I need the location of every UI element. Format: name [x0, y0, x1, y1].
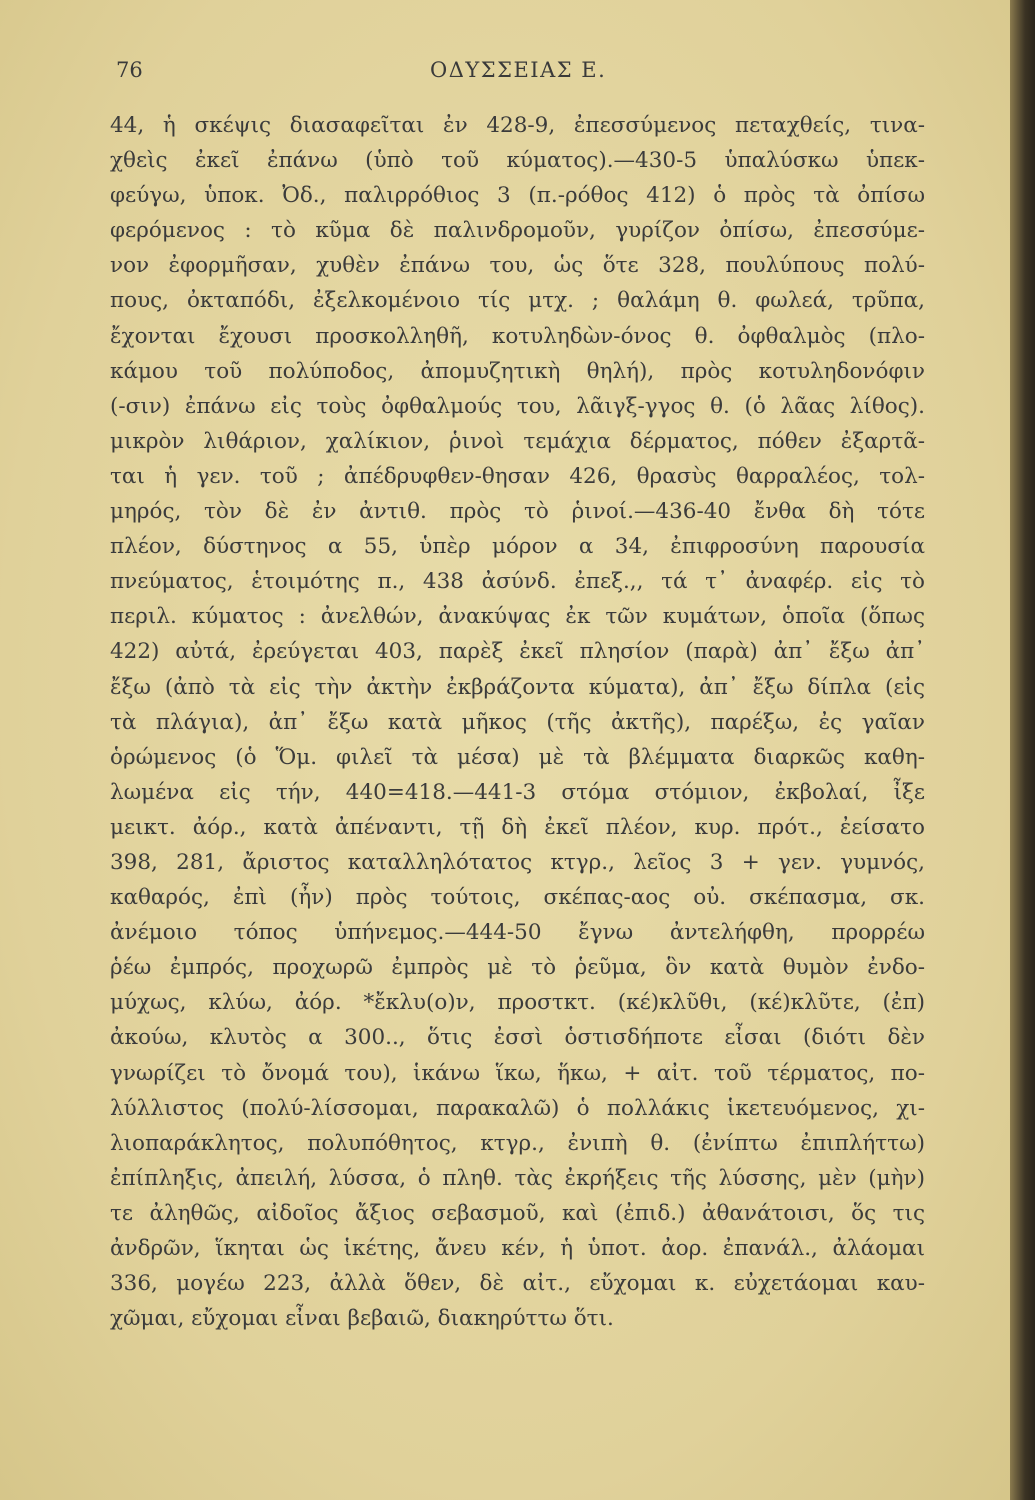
text-line: ἐπίπληξις, ἀπειλή, λύσσα, ὁ πληθ. τὰς ἐκρήξεις τῆς λύσσης, μὲν (μὴν): [110, 1165, 925, 1191]
text-line: περιλ. κύματος : ἀνελθών, ἀνακύψας ἐκ τῶν κυμάτων, ὁποῖα (ὅπως: [110, 604, 925, 630]
text-line: 44, ἡ σκέψις διασαφεῖται ἐν 428-9, ἐπεσσύμενος πεταχθείς, τινα-: [110, 113, 925, 138]
text-line: κάμου τοῦ πολύποδος, ἀπομυζητικὴ θηλή), πρὸς κοτυληδονόφιν: [110, 358, 925, 384]
text-line: καθαρός, ἐπὶ (ἦν) πρὸς τούτοις, σκέπας-αος οὐ. σκέπασμα, σκ.: [110, 885, 925, 911]
text-line: χῶμαι, εὔχομαι εἶναι βεβαιῶ, διακηρύττω ὅτι.: [110, 1306, 614, 1332]
text-line: λύλλιστος (πολύ-λίσσομαι, παρακαλῶ) ὁ πολλάκις ἱκετευόμενος, χι-: [110, 1095, 925, 1121]
running-title: ΟΔΥΣΣΕΙΑΣ Ε.: [430, 58, 607, 82]
text-line: 398, 281, ἄριστος καταλληλότατος κτγρ., λεῖος 3 + γεν. γυμνός,: [110, 849, 925, 875]
text-line: ται ἡ γεν. τοῦ ; ἀπέδρυφθεν-θησαν 426, θρασὺς θαρραλέος, τολ-: [110, 463, 925, 489]
text-line: λωμένα εἰς τήν, 440=418.—441-3 στόμα στόμιον, ἐκβολαί, ἶξε: [110, 779, 925, 805]
commentary-text: [110, 108, 925, 1336]
page-edge-shadow: [1010, 0, 1035, 1500]
text-line: νον ἐφορμῆσαν, χυθὲν ἐπάνω του, ὡς ὅτε 328, πουλύπους πολύ-: [110, 253, 925, 279]
text-line: πλέον, δύστηνος α 55, ὑπὲρ μόρον α 34, ἐπιφροσύνη παρουσία: [110, 534, 925, 560]
text-line: πνεύματος, ἑτοιμότης π., 438 ἀσύνδ. ἐπεξ.,, τά τ᾽ ἀναφέρ. εἰς τὸ: [110, 569, 925, 595]
text-line: γνωρίζει τὸ ὄνομά του), ἱκάνω ἵκω, ἥκω, + αἰτ. τοῦ τέρματος, πο-: [110, 1060, 925, 1086]
text-line: λιοπαράκλητος, πολυπόθητος, κτγρ., ἐνιπὴ θ. (ἐνίπτω ἐπιπλήττω): [110, 1130, 925, 1156]
text-line: ἔχονται ἔχουσι προσκολληθῆ, κοτυληδὼν-όνος θ. ὀφθαλμὸς (πλο-: [110, 323, 925, 349]
text-line: τε ἀληθῶς, αἰδοῖος ἄξιος σεβασμοῦ, καὶ (ἐπιδ.) ἀθανάτοισι, ὅς τις: [110, 1200, 925, 1226]
text-line: ἀνδρῶν, ἵκηται ὡς ἱκέτης, ἄνευ κέν, ἡ ὑποτ. ἀορ. ἐπανάλ., ἀλάομαι: [110, 1236, 925, 1261]
text-line: 336, μογέω 223, ἀλλὰ ὅθεν, δὲ αἰτ., εὔχομαι κ. εὐχετάομαι καυ-: [110, 1271, 925, 1297]
text-line: (-σιν) ἐπάνω εἰς τοὺς ὀφθαλμούς του, λᾶιγξ-γγος θ. (ὁ λᾶας λίθος).: [110, 393, 925, 419]
text-line: πους, ὀκταπόδι, ἐξελκομένοιο τίς μτχ. ; θαλάμη θ. φωλεά, τρῦπα,: [110, 288, 925, 314]
page-header: [0, 52, 1010, 92]
text-line: ὁρώμενος (ὁ Ὅμ. φιλεῖ τὰ μέσα) μὲ τὰ βλέμματα διαρκῶς καθη-: [110, 744, 925, 770]
text-line: 422) αὐτά, ἐρεύγεται 403, παρὲξ ἐκεῖ πλησίον (παρὰ) ἀπ᾽ ἔξω ἀπ᾽: [110, 639, 925, 665]
text-line: μηρός, τὸν δὲ ἐν ἀντιθ. πρὸς τὸ ῥινοί.—436-40 ἔνθα δὴ τότε: [110, 499, 925, 525]
text-line: ἀνέμοιο τόπος ὑπήνεμος.—444-50 ἔγνω ἀντελήφθη, προρρέω: [110, 920, 925, 946]
text-line: ῥέω ἐμπρός, προχωρῶ ἐμπρὸς μὲ τὸ ῥεῦμα, ὃν κατὰ θυμὸν ἐνδο-: [110, 955, 925, 981]
text-line: φερόμενος : τὸ κῦμα δὲ παλινδρομοῦν, γυρίζον ὀπίσω, ἐπεσσύμε-: [110, 218, 925, 244]
text-line: μύχως, κλύω, ἀόρ. *ἔκλυ(ο)ν, προστκτ. (κέ)κλῦθι, (κέ)κλῦτε, (ἐπ): [110, 990, 925, 1016]
text-line: μεικτ. ἀόρ., κατὰ ἀπέναντι, τῇ δὴ ἐκεῖ πλέον, κυρ. πρότ., ἐείσατο: [110, 814, 925, 840]
text-line: φεύγω, ὑποκ. Ὀδ., παλιρρόθιος 3 (π.-ρόθος 412) ὁ πρὸς τὰ ὀπίσω: [110, 183, 925, 209]
text-line: μικρὸν λιθάριον, χαλίκιον, ῥινοὶ τεμάχια δέρματος, πόθεν ἐξαρτᾶ-: [110, 428, 925, 454]
page-number: 76: [116, 58, 143, 82]
text-line: χθεὶς ἐκεῖ ἐπάνω (ὑπὸ τοῦ κύματος).—430-5 ὑπαλύσκω ὑπεκ-: [110, 148, 925, 174]
text-line: τὰ πλάγια), ἀπ᾽ ἔξω κατὰ μῆκος (τῆς ἀκτῆς), παρέξω, ἐς γαῖαν: [110, 709, 925, 735]
text-line: ἔξω (ἀπὸ τὰ εἰς τὴν ἀκτὴν ἐκβράζοντα κύματα), ἀπ᾽ ἔξω δίπλα (εἰς: [110, 674, 925, 700]
text-line: ἀκούω, κλυτὸς α 300.., ὅτις ἐσσὶ ὁστισδήποτε εἶσαι (διότι δὲν: [110, 1025, 925, 1051]
